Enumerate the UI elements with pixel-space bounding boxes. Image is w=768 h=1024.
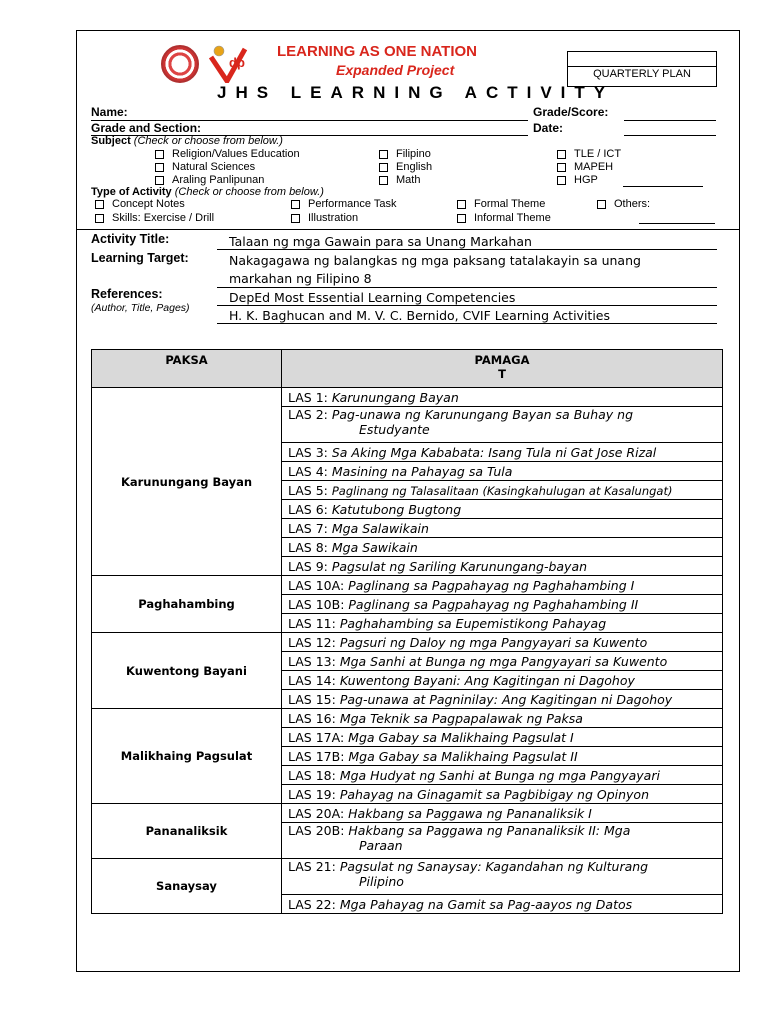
las-code: LAS 11: — [288, 615, 336, 631]
las-title: Hakbang sa Paggawa ng Pananaliksik I — [348, 805, 592, 821]
las-title: Pagsulat ng Sariling Karunungang-bayan — [331, 558, 588, 574]
type-option-concept-notes[interactable]: Concept Notes — [95, 198, 185, 210]
las-code: LAS 2: — [288, 407, 328, 422]
las-cell — [282, 443, 723, 462]
paksa-cell: Sanaysay — [92, 859, 282, 914]
references-label: References: — [91, 287, 163, 301]
las-title: Mga Pahayag na Gamit sa Pag-aayos ng Datos — [339, 896, 633, 912]
activity-title-line — [217, 249, 717, 250]
las-code: LAS 6: — [288, 501, 328, 517]
las-cell — [282, 462, 723, 481]
las-code: LAS 20B: — [288, 823, 345, 838]
las-cell — [282, 614, 723, 633]
reference-line-2 — [217, 323, 717, 324]
type-option-performance[interactable]: Performance Task — [291, 198, 396, 210]
las-cell — [282, 519, 723, 538]
las-title: Paglinang ng Talasalitaan (Kasingkahulugan at Kasalungat) — [331, 483, 673, 498]
las-code: LAS 4: — [288, 463, 328, 479]
las-cell — [282, 633, 723, 652]
las-title: Hakbang sa Paggawa ng Pananaliksik II: Mga — [348, 823, 631, 838]
learning-target-label: Learning Target: — [91, 251, 189, 265]
las-code: LAS 18: — [288, 767, 336, 783]
las-code: LAS 10B: — [288, 596, 345, 612]
subject-option-math[interactable]: Math — [379, 174, 420, 186]
las-title: Kuwentong Bayani: Ang Kagitingan ni Dagohoy — [339, 672, 635, 688]
las-code: LAS 7: — [288, 520, 328, 536]
las-cell — [282, 766, 723, 785]
learning-target-line — [217, 287, 717, 288]
activity-type-heading: Type of Activity (Check or choose from below.) — [91, 186, 324, 198]
subject-option-araling[interactable]: Araling Panlipunan — [155, 174, 264, 186]
las-title: Sa Aking Mga Kababata: Isang Tula ni Gat Jose Rizal — [331, 444, 657, 460]
las-cell — [282, 407, 723, 443]
las-code: LAS 15: — [288, 691, 336, 707]
las-title-continued: Paraan — [359, 838, 403, 853]
paksa-header: PAKSA — [92, 350, 282, 388]
las-code: LAS 22: — [288, 896, 336, 912]
hgp-line — [623, 186, 703, 187]
las-title: Pagsuri ng Daloy ng mga Pangyayari sa Kuwento — [339, 634, 648, 650]
subject-option-hgp[interactable]: HGP — [557, 174, 598, 186]
paksa-cell: Paghahambing — [92, 576, 282, 633]
subject-heading: Subject (Check or choose from below.) — [91, 135, 283, 147]
las-title: Masining na Pahayag sa Tula — [331, 463, 513, 479]
table-row — [92, 804, 723, 823]
school-seal-logo — [161, 45, 199, 83]
las-code: LAS 13: — [288, 653, 336, 669]
las-cell — [282, 728, 723, 747]
las-code: LAS 5: — [288, 482, 328, 498]
las-code: LAS 17A: — [288, 729, 345, 745]
references-hint: (Author, Title, Pages) — [91, 302, 190, 314]
subject-option-filipino[interactable]: Filipino — [379, 148, 431, 160]
type-option-informal-theme[interactable]: Informal Theme — [457, 212, 551, 224]
quarterly-plan-label: QUARTERLY PLAN — [593, 68, 691, 80]
activity-heading: JHS LEARNING ACTIVITY — [217, 83, 615, 102]
las-code: LAS 19: — [288, 786, 336, 802]
las-title: Pagsulat ng Sanaysay: Kagandahan ng Kulturang — [339, 859, 649, 874]
las-title: Mga Hudyat ng Sanhi at Bunga ng mga Pangyayari — [339, 767, 660, 783]
paksa-cell: Pananaliksik — [92, 804, 282, 859]
learning-target-line1: Nakagagawa ng balangkas ng mga paksang tatalakayin sa unang — [229, 253, 641, 268]
las-cell — [282, 804, 723, 823]
las-code: LAS 10A: — [288, 577, 345, 593]
type-option-illustration[interactable]: Illustration — [291, 212, 358, 224]
las-cell — [282, 671, 723, 690]
worksheet — [76, 30, 740, 972]
grade-score-label: Grade/Score: — [533, 105, 609, 119]
las-title-continued: Estudyante — [359, 422, 430, 437]
table-row — [92, 576, 723, 595]
las-title: Pahayag na Ginagamit sa Pagbibigay ng Opinyon — [339, 786, 649, 802]
las-cell — [282, 500, 723, 519]
table-header-row — [92, 350, 723, 388]
las-cell — [282, 859, 723, 895]
las-title: Mga Sawikain — [331, 539, 418, 555]
las-code: LAS 3: — [288, 444, 328, 460]
las-title: Mga Salawikain — [331, 520, 429, 536]
divider — [77, 229, 739, 230]
reference-1: DepEd Most Essential Learning Competencies — [229, 290, 516, 305]
type-option-skills[interactable]: Skills: Exercise / Drill — [95, 212, 214, 224]
table-row — [92, 633, 723, 652]
las-title: Mga Teknik sa Pagpapalawak ng Paksa — [339, 710, 583, 726]
las-title: Paglinang sa Pagpahayag ng Paghahambing II — [348, 596, 639, 612]
date-label: Date: — [533, 121, 564, 135]
grade-score-line[interactable] — [624, 120, 716, 121]
las-code: LAS 20A: — [288, 805, 345, 821]
las-code: LAS 21: — [288, 859, 336, 874]
subject-option-mapeh[interactable]: MAPEH — [557, 161, 613, 173]
las-title: Pag-unawa at Pagninilay: Ang Kagitingan ni Dagohoy — [339, 691, 673, 707]
reference-line-1 — [217, 305, 717, 306]
las-cell — [282, 747, 723, 766]
las-cell — [282, 595, 723, 614]
paksa-cell: Karunungang Bayan — [92, 388, 282, 576]
las-cell — [282, 538, 723, 557]
las-cell — [282, 388, 723, 407]
las-title: Mga Gabay sa Malikhaing Pagsulat II — [348, 748, 578, 764]
las-cell — [282, 481, 723, 500]
las-cell — [282, 576, 723, 595]
las-title: Karunungang Bayan — [331, 389, 459, 405]
las-code: LAS 9: — [288, 558, 328, 574]
activity-title-label: Activity Title: — [91, 232, 170, 246]
las-title-continued: Pilipino — [359, 874, 404, 889]
las-code: LAS 14: — [288, 672, 336, 688]
las-title: Mga Sanhi at Bunga ng mga Pangyayari sa Kuwento — [339, 653, 668, 669]
type-option-others[interactable]: Others: — [597, 198, 650, 210]
quarterly-plan-box — [567, 51, 717, 87]
activity-title-value: Talaan ng mga Gawain para sa Unang Markahan — [229, 234, 532, 249]
las-cell — [282, 709, 723, 728]
las-title: Pag-unawa ng Karunungang Bayan sa Buhay ng — [331, 407, 634, 422]
name-label: Name: — [91, 105, 128, 119]
table-row — [92, 388, 723, 407]
las-title: Mga Gabay sa Malikhaing Pagsulat I — [348, 729, 574, 745]
las-cell — [282, 652, 723, 671]
type-option-formal-theme[interactable]: Formal Theme — [457, 198, 545, 210]
las-title: Paghahambing sa Eupemistikong Pahayag — [339, 615, 607, 631]
paksa-cell: Kuwentong Bayani — [92, 633, 282, 709]
deped-logo — [205, 43, 251, 83]
learning-target-line2: markahan ng Filipino 8 — [229, 271, 372, 286]
subject-option-science[interactable]: Natural Sciences — [155, 161, 255, 173]
las-code: LAS 8: — [288, 539, 328, 555]
las-cell — [282, 557, 723, 576]
project-subtitle: Expanded Project — [336, 62, 455, 78]
svg-text:dp: dp — [229, 55, 245, 70]
las-code: LAS 12: — [288, 634, 336, 650]
grade-section-label: Grade and Section: — [91, 121, 202, 135]
activity-table — [91, 349, 723, 914]
project-title: LEARNING AS ONE NATION — [277, 43, 478, 60]
subject-option-english[interactable]: English — [379, 161, 432, 173]
las-title: Katutubong Bugtong — [331, 501, 462, 517]
date-line[interactable] — [624, 135, 716, 136]
reference-2: H. K. Baghucan and M. V. C. Bernido, CVIF Learning Activities — [229, 308, 610, 323]
las-code: LAS 16: — [288, 710, 336, 726]
las-cell — [282, 895, 723, 914]
table-row — [92, 709, 723, 728]
las-cell — [282, 785, 723, 804]
table-row — [92, 859, 723, 895]
paksa-cell: Malikhaing Pagsulat — [92, 709, 282, 804]
others-line — [639, 223, 715, 224]
las-title: Paglinang sa Pagpahayag ng Paghahambing I — [348, 577, 635, 593]
las-cell — [282, 823, 723, 859]
subject-option-religion[interactable]: Religion/Values Education — [155, 148, 300, 160]
las-code: LAS 1: — [288, 389, 328, 405]
las-code: LAS 17B: — [288, 748, 345, 764]
las-cell — [282, 690, 723, 709]
subject-option-tle[interactable]: TLE / ICT — [557, 148, 621, 160]
pamagat-header: PAMAGA T — [282, 350, 723, 388]
